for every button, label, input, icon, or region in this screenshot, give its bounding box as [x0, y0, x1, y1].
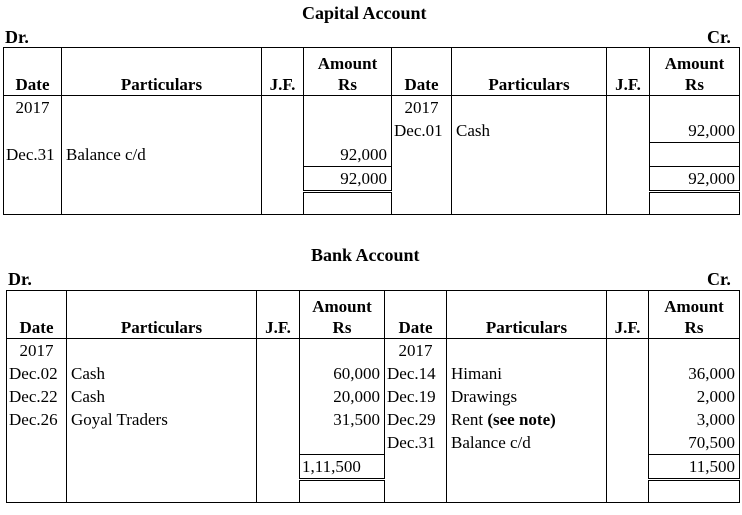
amount-cell: 36,000 [649, 362, 740, 385]
capital-credit-total: 92,000 [650, 166, 740, 191]
jf-cell [607, 143, 650, 167]
amount-cell: 2,000 [649, 385, 740, 408]
jf-cell [257, 339, 300, 363]
amount-cell: 20,000 [300, 385, 385, 408]
particulars-cell [452, 166, 607, 191]
capital-account-table [3, 47, 740, 215]
jf-cell [262, 143, 304, 167]
particulars-text: Rent [451, 410, 488, 429]
amount-cell [649, 339, 740, 363]
date-cell [7, 455, 67, 480]
particulars-text: Drawings [451, 387, 518, 406]
date-cell: 2017 [7, 339, 67, 363]
particulars-text: Balance c/d [451, 433, 531, 453]
particulars-cell [67, 431, 257, 455]
particulars-cell [447, 431, 607, 455]
capital-dr-amount-header [304, 48, 392, 96]
amount-label: Amount [664, 54, 725, 73]
date-cell [4, 166, 62, 191]
particulars-cell [447, 362, 607, 385]
bank-header-row [7, 291, 740, 339]
capital-account-title: Capital Account [302, 3, 427, 23]
amount-cell [304, 119, 392, 143]
jf-cell [257, 385, 300, 408]
bank-cr-jf-header: J.F. [607, 291, 649, 339]
jf-cell [262, 96, 304, 120]
date-cell: 2017 [392, 96, 452, 120]
rs-label: Rs [684, 318, 704, 337]
jf-cell [607, 362, 649, 385]
table-row [4, 96, 740, 120]
date-cell: Dec.26 [7, 408, 67, 431]
particulars-cell [62, 119, 262, 143]
bank-dr-particulars-header: Particulars [67, 291, 257, 339]
bank-cr-amount-header [649, 291, 740, 339]
particulars-cell: Goyal Traders [67, 408, 257, 431]
rs-label: Rs [685, 75, 704, 94]
particulars-cell: Cash [452, 119, 607, 143]
bank-credit-total: 11,500 [649, 455, 740, 480]
date-cell: Dec.31 [385, 431, 447, 455]
table-row [7, 431, 740, 455]
date-cell [392, 143, 452, 167]
particulars-cell [452, 143, 607, 167]
amount-cell: 3,000 [649, 408, 740, 431]
particulars-cell [452, 96, 607, 120]
date-cell: 2017 [4, 96, 62, 120]
date-cell: 2017 [385, 339, 447, 363]
jf-cell [262, 166, 304, 191]
particulars-cell [447, 455, 607, 480]
date-cell: Dec.14 [385, 362, 447, 385]
date-cell: Dec.31 [4, 143, 62, 167]
jf-cell [607, 385, 649, 408]
particulars-cell [67, 339, 257, 363]
bank-cr-date-header: Date [385, 291, 447, 339]
date-cell: Dec.02 [7, 362, 67, 385]
jf-cell [607, 119, 650, 143]
jf-cell [257, 431, 300, 455]
capital-cr-label: Cr. [707, 27, 731, 47]
jf-cell [607, 431, 649, 455]
amount-cell: 60,000 [300, 362, 385, 385]
date-cell [392, 166, 452, 191]
date-cell: Dec.01 [392, 119, 452, 143]
amount-cell [304, 96, 392, 120]
capital-cr-date-header: Date [392, 48, 452, 96]
bank-dr-date-header: Date [7, 291, 67, 339]
particulars-cell: Cash [67, 362, 257, 385]
particulars-note: (see note) [487, 410, 556, 429]
table-row [7, 339, 740, 363]
jf-cell [607, 96, 650, 120]
table-row [4, 119, 740, 143]
particulars-cell [447, 385, 607, 408]
capital-debit-total: 92,000 [304, 166, 392, 191]
table-row [4, 191, 740, 214]
jf-cell [257, 455, 300, 480]
capital-dr-date-header: Date [4, 48, 62, 96]
capital-dr-label: Dr. [5, 27, 29, 47]
bank-total-row [7, 455, 740, 480]
date-cell: Dec.29 [385, 408, 447, 431]
particulars-cell [447, 408, 607, 431]
date-cell [385, 455, 447, 480]
particulars-cell [67, 455, 257, 480]
particulars-cell: Balance c/d [62, 143, 262, 167]
table-row [7, 362, 740, 385]
jf-cell [607, 408, 649, 431]
amount-cell [650, 96, 740, 120]
rs-label: Rs [338, 75, 357, 94]
jf-cell [262, 119, 304, 143]
capital-cr-amount-header [650, 48, 740, 96]
particulars-text: Himani [451, 364, 502, 383]
amount-label: Amount [312, 297, 372, 316]
capital-dr-jf-header: J.F. [262, 48, 304, 96]
capital-total-row [4, 166, 740, 191]
bank-dr-label: Dr. [8, 269, 32, 289]
amount-label: Amount [317, 54, 378, 73]
table-row [7, 385, 740, 408]
bank-account-title: Bank Account [311, 245, 420, 265]
amount-cell: 70,500 [649, 431, 740, 455]
date-cell [7, 431, 67, 455]
amount-cell: 92,000 [304, 143, 392, 167]
particulars-cell: Cash [67, 385, 257, 408]
particulars-cell [62, 166, 262, 191]
amount-cell [300, 431, 385, 455]
date-cell: Dec.19 [385, 385, 447, 408]
jf-cell [607, 455, 649, 480]
jf-cell [257, 408, 300, 431]
particulars-cell [447, 339, 607, 363]
table-row [7, 480, 740, 503]
bank-dr-jf-header: J.F. [257, 291, 300, 339]
amount-cell [300, 339, 385, 363]
particulars-cell [62, 96, 262, 120]
amount-cell: 31,500 [300, 408, 385, 431]
date-cell: Dec.22 [7, 385, 67, 408]
bank-account-table [6, 290, 740, 503]
amount-cell: 92,000 [650, 119, 740, 143]
bank-dr-amount-header [300, 291, 385, 339]
capital-dr-particulars-header: Particulars [62, 48, 262, 96]
jf-cell [257, 362, 300, 385]
rs-label: Rs [332, 318, 352, 337]
table-row [7, 408, 740, 431]
bank-debit-total: 1,11,500 [300, 455, 385, 480]
jf-cell [607, 339, 649, 363]
capital-cr-jf-header: J.F. [607, 48, 650, 96]
table-row [4, 143, 740, 167]
capital-header-row [4, 48, 740, 96]
capital-cr-particulars-header: Particulars [452, 48, 607, 96]
amount-cell [650, 143, 740, 167]
date-cell [4, 119, 62, 143]
bank-cr-label: Cr. [707, 269, 731, 289]
jf-cell [607, 166, 650, 191]
bank-cr-particulars-header: Particulars [447, 291, 607, 339]
amount-label: Amount [664, 297, 724, 316]
